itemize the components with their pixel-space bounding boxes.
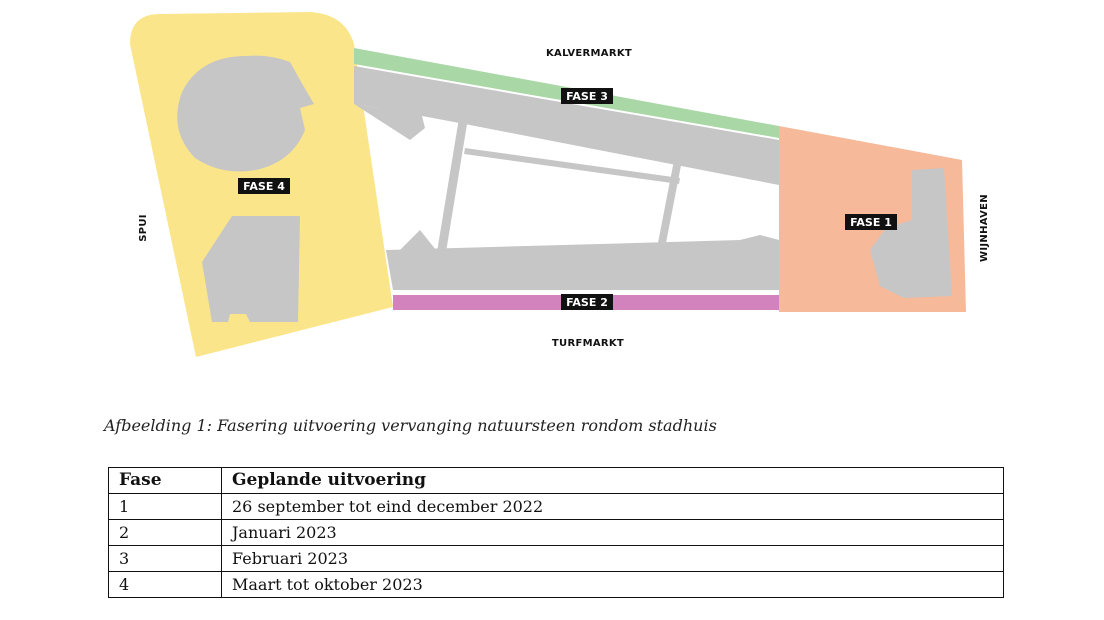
fase-number: 1 — [109, 494, 222, 520]
fase-number: 4 — [109, 572, 222, 598]
phasing-schedule-table — [108, 467, 1004, 598]
table-row — [109, 494, 1004, 520]
fase-3-label: FASE 3 — [566, 90, 608, 103]
planned-period: Februari 2023 — [222, 546, 1004, 572]
fase-4-badge — [238, 178, 290, 194]
fase-1-label: FASE 1 — [850, 216, 892, 229]
fase-1-badge — [845, 214, 897, 230]
fase-4-label: FASE 4 — [243, 180, 285, 193]
table-header-row — [109, 468, 1004, 494]
street-spui: SPUI — [138, 214, 149, 242]
fase-3-badge — [561, 88, 613, 104]
fase-2-label: FASE 2 — [566, 296, 608, 309]
street-kalvermarkt: KALVERMARKT — [545, 48, 633, 59]
planned-period: Maart tot oktober 2023 — [222, 572, 1004, 598]
header-geplande-uitvoering: Geplande uitvoering — [222, 468, 1004, 494]
street-wijnhaven: WIJNHAVEN — [979, 194, 990, 262]
table-row — [109, 572, 1004, 598]
planned-period: 26 september tot eind december 2022 — [222, 494, 1004, 520]
street-turfmarkt: TURFMARKT — [551, 338, 625, 349]
planned-period: Januari 2023 — [222, 520, 1004, 546]
header-fase: Fase — [109, 468, 222, 494]
fase-number: 3 — [109, 546, 222, 572]
figure-caption: Afbeelding 1: Fasering uitvoering vervanging natuursteen rondom stadhuis — [104, 416, 717, 435]
table-row — [109, 546, 1004, 572]
table-row — [109, 520, 1004, 546]
fase-2-badge — [561, 294, 613, 310]
fase-number: 2 — [109, 520, 222, 546]
